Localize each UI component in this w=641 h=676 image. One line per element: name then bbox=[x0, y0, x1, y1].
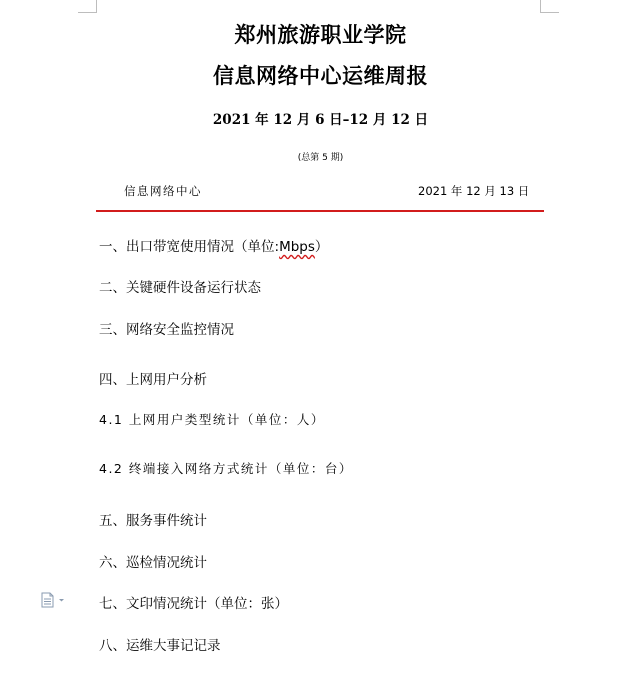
publish-date: 2021 年 12 月 13 日 bbox=[418, 184, 530, 198]
document-icon-graphic bbox=[40, 592, 68, 608]
section-heading-1-unit: Mbps bbox=[279, 239, 315, 255]
report-title: 信息网络中心运维周报 bbox=[213, 63, 428, 88]
institution-title: 郑州旅游职业学院 bbox=[234, 22, 407, 47]
page-corner-mark-right bbox=[540, 0, 559, 13]
report-date-range: 2021 年 12 月 6 日–12 月 12 日 bbox=[212, 112, 429, 128]
section-heading-8: 八、运维大事记记录 bbox=[99, 638, 221, 654]
section-heading-6: 六、巡检情况统计 bbox=[99, 555, 207, 571]
document-icon[interactable] bbox=[40, 592, 68, 608]
issue-number: (总第 5 期) bbox=[297, 153, 344, 163]
section-heading-1 bbox=[99, 235, 328, 255]
red-divider-line bbox=[96, 210, 544, 212]
subsection-heading-4-1: 4.1 上网用户类型统计（单位：人） bbox=[99, 412, 325, 427]
section-heading-4: 四、上网用户分析 bbox=[99, 372, 207, 388]
section-heading-7: 七、文印情况统计（单位：张） bbox=[99, 596, 288, 612]
section-heading-3: 三、网络安全监控情况 bbox=[99, 322, 234, 338]
subsection-heading-4-2: 4.2 终端接入网络方式统计（单位：台） bbox=[99, 461, 353, 476]
section-heading-1-prefix: 一、出口带宽使用情况（单位: bbox=[99, 239, 280, 255]
section-heading-5: 五、服务事件统计 bbox=[99, 513, 207, 529]
department-name: 信息网络中心 bbox=[124, 184, 202, 198]
page-corner-mark-left bbox=[78, 0, 97, 13]
section-heading-1-suffix: ） bbox=[314, 239, 329, 255]
section-heading-2: 二、关键硬件设备运行状态 bbox=[99, 280, 261, 296]
